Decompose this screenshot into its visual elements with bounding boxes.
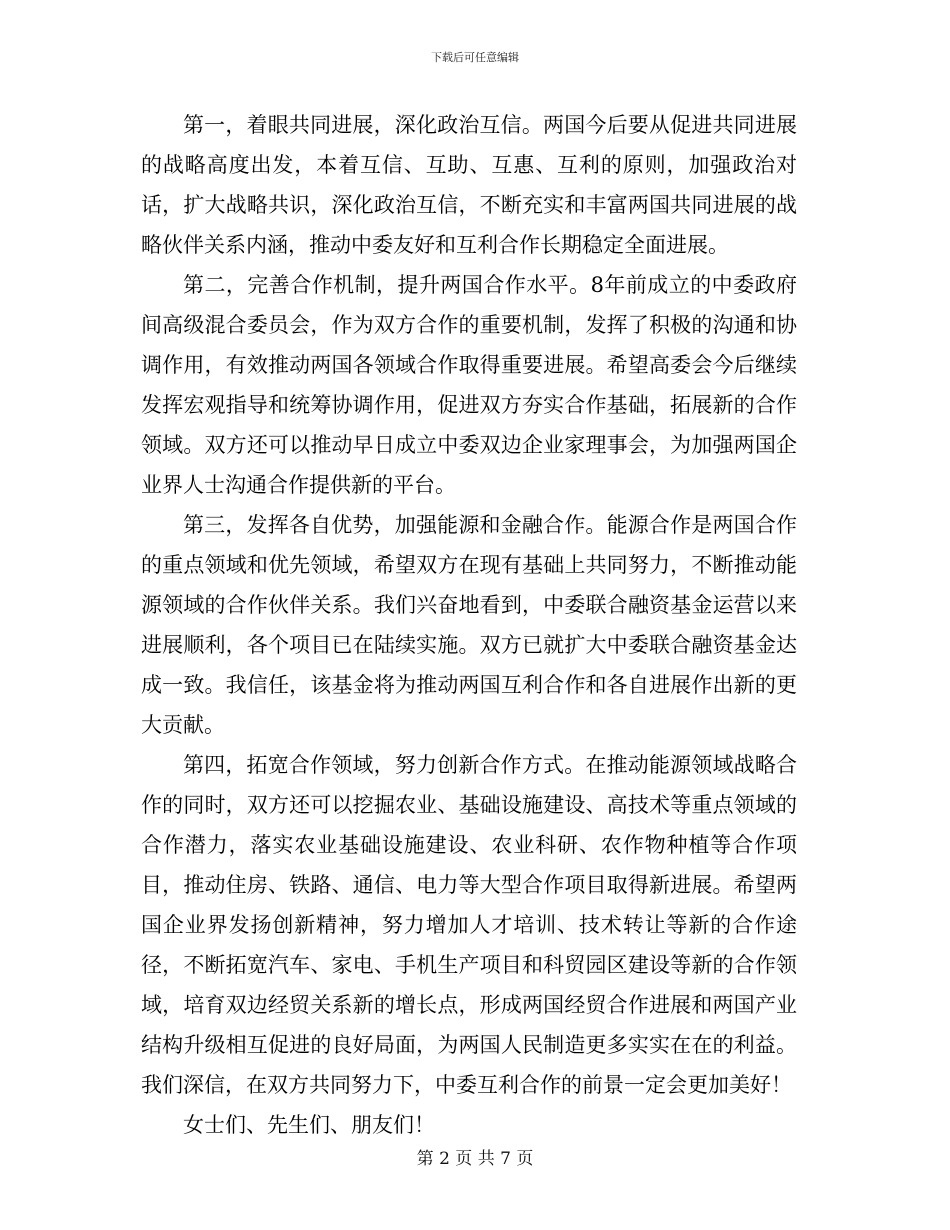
- page-header: 下载后可任意编辑: [431, 51, 519, 64]
- body-text: [141, 105, 797, 1145]
- paragraph-5: 女士们、先生们、朋友们！: [183, 1113, 435, 1137]
- paragraph-1: 第一，着眼共同进展，深化政治互信。两国今后要从促进共同进展的战略高度出发，本着互信、互助、互惠、互利的原则，加强政治对话，扩大战略共识，深化政治互信，不断充实和丰富两国共同进展的战略伙伴关系内涵，推动中委友好和互利合作长期稳定全面进展。: [141, 113, 797, 257]
- page-footer: 第 2 页 共 7 页: [416, 1149, 534, 1169]
- paragraph-4: 第四，拓宽合作领域，努力创新合作方式。在推动能源领域战略合作的同时，双方还可以挖掘农业、基础设施建设、高技术等重点领域的合作潜力，落实农业基础设施建设、农业科研、农作物种植等合作项目，推动住房、铁路、通信、电力等大型合作项目取得新进展。希望两国企业界发扬创新精神，努力增加人才培训、技术转让等新的合作途径，不断拓宽汽车、家电、手机生产项目和科贸园区建设等新的合作领域，培育双边经贸关系新的增长点，形成两国经贸合作进展和两国产业结构升级相互促进的良好局面，为两国人民制造更多实实在在的利益。我们深信，在双方共同努力下，中委互利合作的前景一定会更加美好！: [141, 753, 797, 1097]
- paragraph-2: 第二，完善合作机制，提升两国合作水平。8年前成立的中委政府间高级混合委员会，作为双方合作的重要机制，发挥了积极的沟通和协调作用，有效推动两国各领域合作取得重要进展。希望高委会今后继续发挥宏观指导和统筹协调作用，促进双方夯实合作基础，拓展新的合作领域。双方还可以推动早日成立中委双边企业家理事会，为加强两国企业界人士沟通合作提供新的平台。: [141, 273, 797, 497]
- paragraph-3: 第三，发挥各自优势，加强能源和金融合作。能源合作是两国合作的重点领域和优先领域，希望双方在现有基础上共同努力，不断推动能源领域的合作伙伴关系。我们兴奋地看到，中委联合融资基金运营以来进展顺利，各个项目已在陆续实施。双方已就扩大中委联合融资基金达成一致。我信任，该基金将为推动两国互利合作和各自进展作出新的更大贡献。: [141, 513, 797, 737]
